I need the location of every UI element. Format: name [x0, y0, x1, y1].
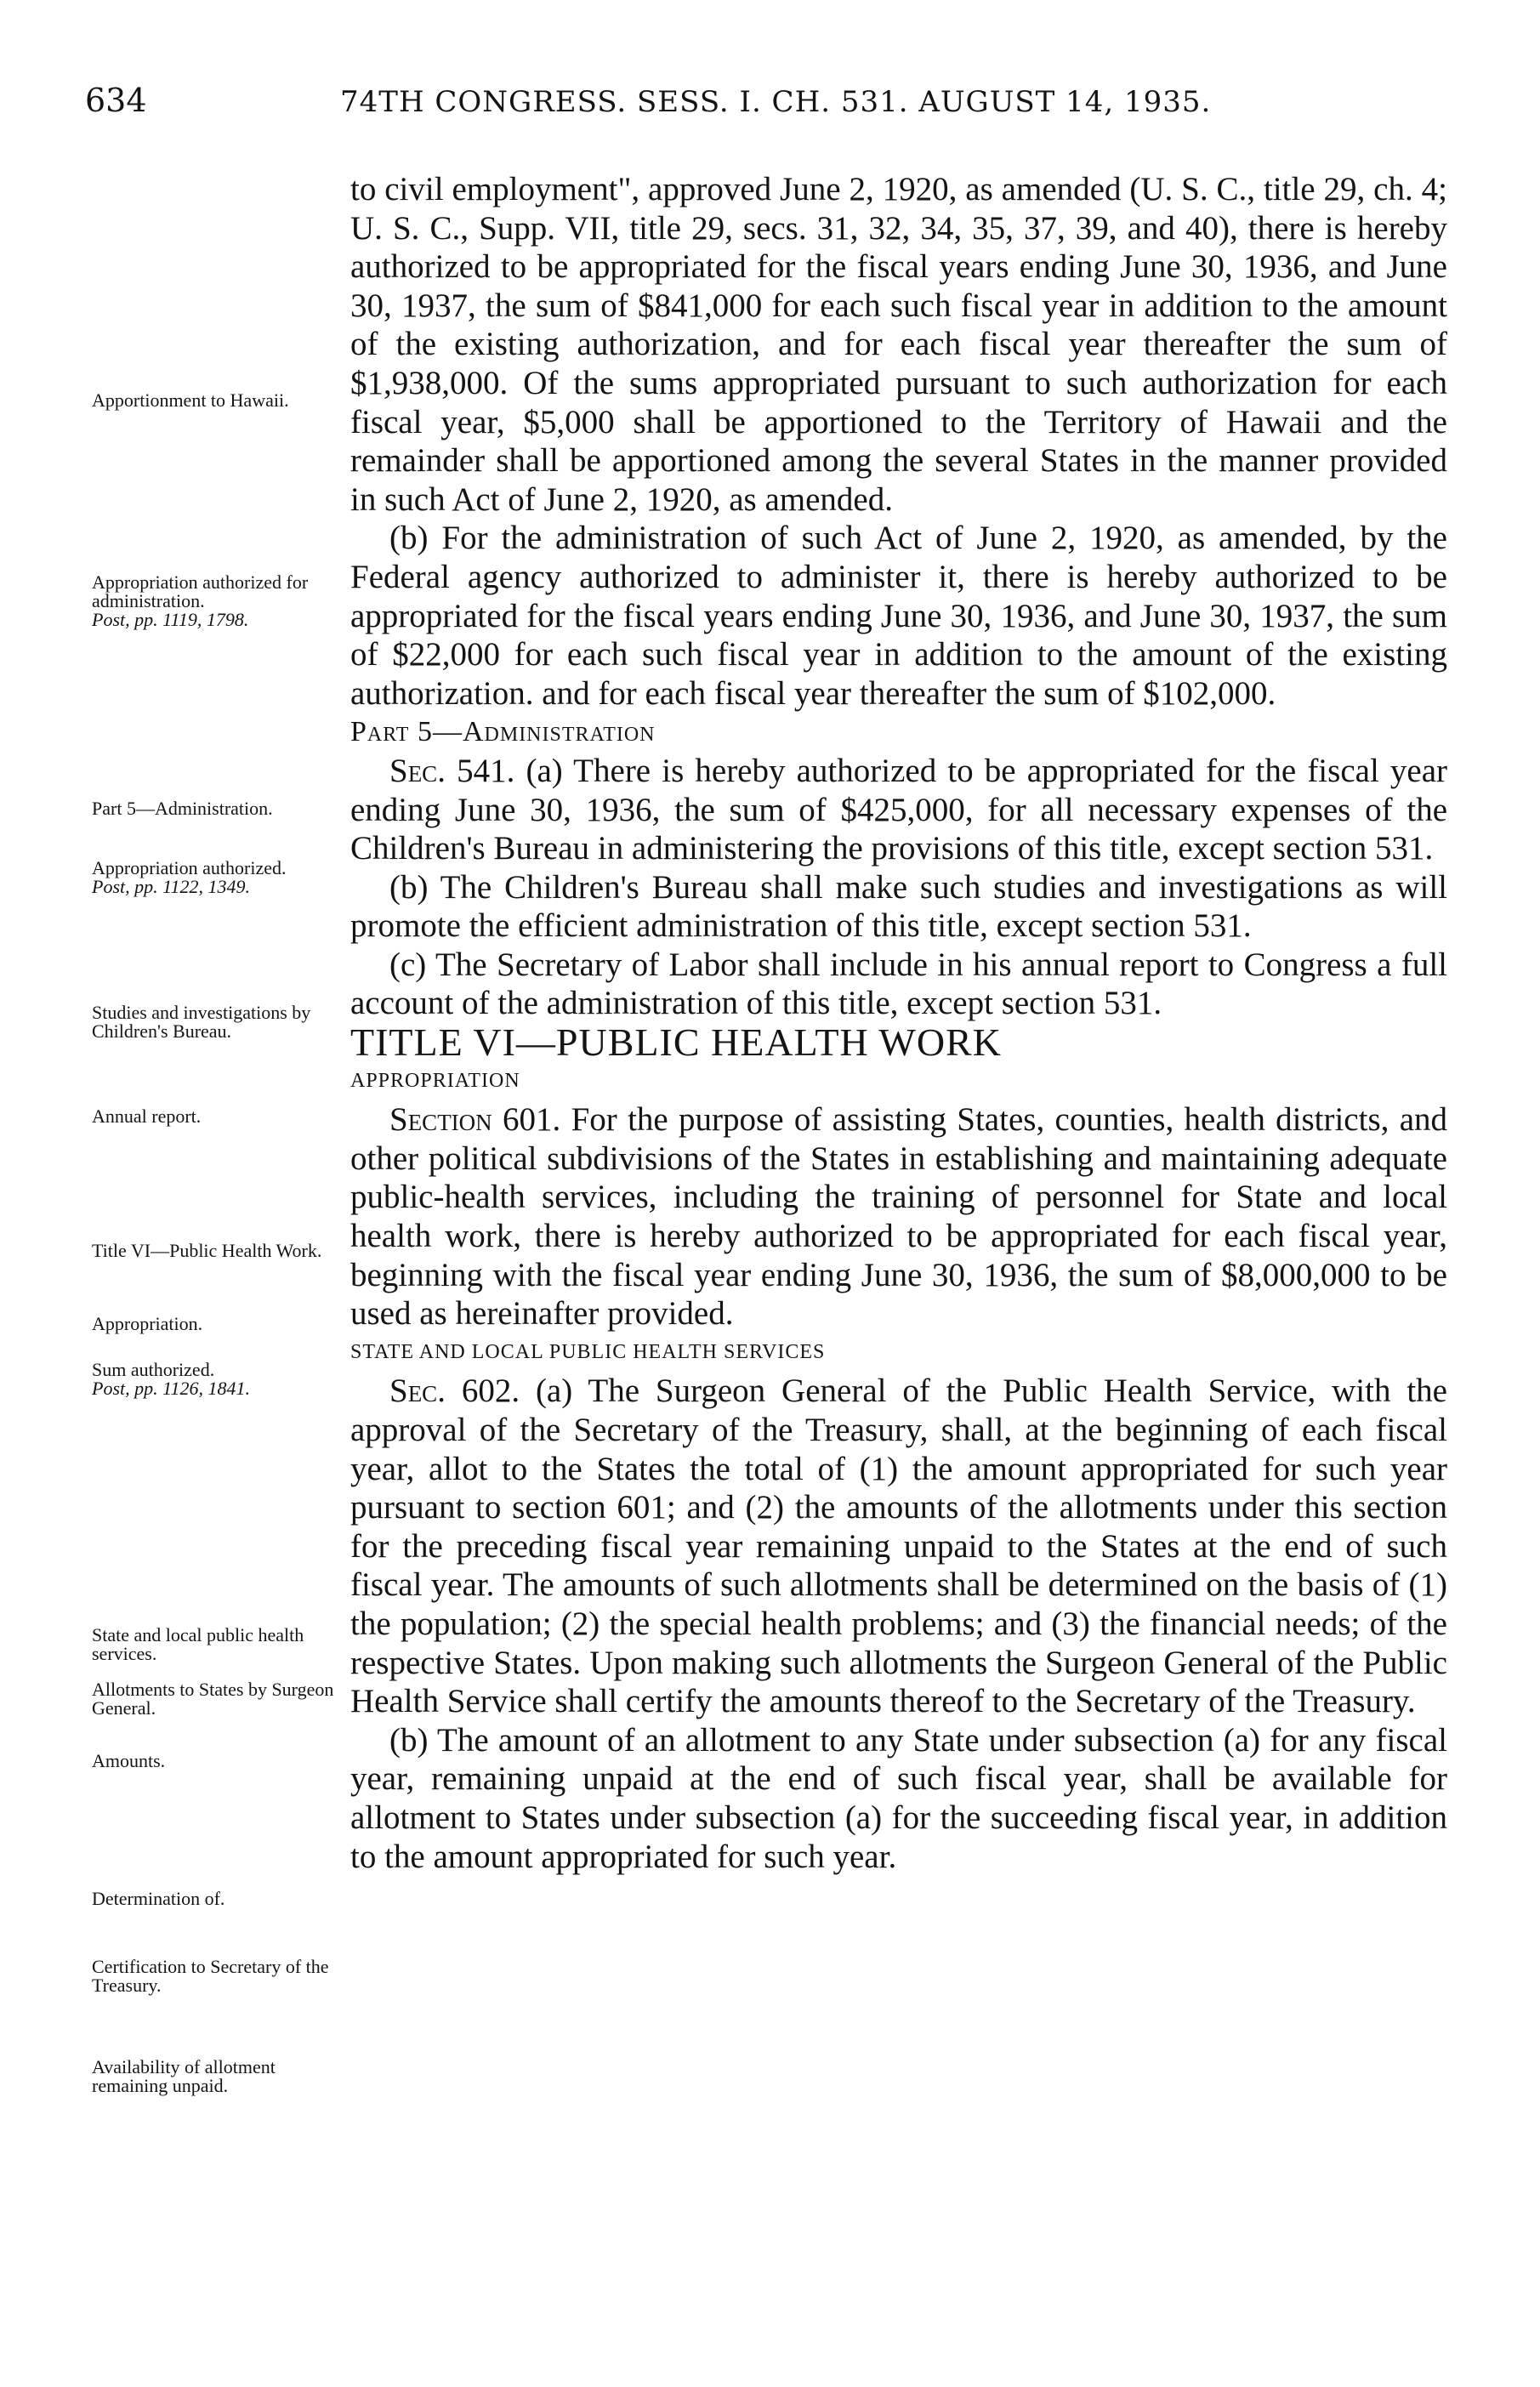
margin-note-state-local: State and local public health services.	[92, 1624, 304, 1664]
subheading-appropriation: APPROPRIATION	[350, 1069, 520, 1092]
margin-note-allotments: Allotments to States by Surgeon General.	[92, 1679, 334, 1719]
section-541-b: (b) The Children's Bureau shall make such studies and investigations as will promote the efficient administration of this title, except section 531.	[350, 868, 1447, 945]
section-label: Section	[389, 1101, 492, 1139]
paragraph: (b) For the administration of such Act of June 2, 1920, as amended, by the Federal agency authorized to administer it, there is hereby authorized to be appropriated for the fiscal years ending June 30, 1936, and June 30, 1937, the sum of $22,000 for each such fiscal year in addition to the amount of the existing authorization. and for each fiscal year thereafter the sum of $102,000.	[350, 520, 1447, 712]
section-text: 602. (a) The Surgeon General of the Public Health Service, with the approval of the Secretary of the Treasury, shall, at the beginning of each fiscal year, allot to the States the total of (1) the amount appropriated for such year pursuant to section 601; and (2) the amounts of the allotments under this section for the preceding fiscal year remaining unpaid to the States at the end of such fiscal year. The amounts of such allotments shall be determined on the basis of (1) the population; (2) the special health problems; and (3) the financial needs; of the respective States. Upon making such allotments the Surgeon General of the Public Health Service shall certify the amounts thereof to the Secretary of the Treasury.	[350, 1373, 1447, 1720]
paragraph: to civil employment", approved June 2, 1920, as amended (U. S. C., title 29, ch. 4; U. S. C., Supp. VII, title 29, secs. 31, 32, 34, 35, 37, 39, and 40), there is hereby authorized to be appropriated for the fiscal years ending June 30, 1936, and June 30, 1937, the sum of $841,000 for each such fiscal year in addition to the amount of the existing authorization, and for each fiscal year thereafter the sum of $1,938,000. Of the sums appropriated pursuant to such authorization for each fiscal year, $5,000 shall be apportioned to the Territory of Hawaii and the remainder shall be apportioned among the several States in the manner provided in such Act of June 2, 1920, as amended.	[350, 171, 1447, 518]
section-541-c: (c) The Secretary of Labor shall include in his annual report to Congress a full account of the administration of this title, except section 531.	[350, 946, 1447, 1022]
margin-note-reference: Post, pp. 1126, 1841.	[92, 1378, 250, 1399]
running-head: 74TH CONGRESS. SESS. I. CH. 531. AUGUST 14, 1935.	[340, 85, 1212, 119]
margin-note-studies: Studies and investigations by Children's Bureau.	[92, 1002, 311, 1042]
section-601	[350, 1100, 1447, 1333]
margin-note-reference: Post, pp. 1122, 1349.	[92, 876, 250, 897]
section-text: 601. For the purpose of assisting States, counties, health districts, and other political subdivisions of the States in establishing and maintaining adequate public-health services, including the training of personnel for State and local health work, there is hereby authorized to be appropriated for each fiscal year, beginning with the fiscal year ending June 30, 1936, the sum of $8,000,000 to be used as hereinafter provided.	[350, 1101, 1448, 1333]
title-heading: TITLE VI—PUBLIC HEALTH WORK	[350, 1020, 1002, 1065]
page-header	[85, 82, 1463, 133]
section-602-a	[350, 1372, 1447, 1720]
margin-note-appropriation-administration: Appropriation authorized for administration. Post, pp. 1119, 1798.	[92, 573, 338, 629]
page-number: 634	[85, 82, 147, 119]
margin-note-apportionment: Apportionment to Hawaii.	[92, 389, 289, 411]
margin-note-appropriation-authorized: Appropriation authorized. Post, pp. 1122, 1349.	[92, 859, 338, 896]
margin-note-title6: Title VI—Public Health Work.	[92, 1240, 322, 1261]
section-541-a	[350, 752, 1447, 868]
margin-note-availability: Availability of allotment remaining unpaid.	[92, 2056, 276, 2096]
margin-note-determination: Determination of.	[92, 1888, 225, 1909]
subheading-state-local: STATE AND LOCAL PUBLIC HEALTH SERVICES	[350, 1340, 826, 1363]
margin-note-certification: Certification to Secretary of the Treasury.	[92, 1956, 329, 1996]
section-602-b: (b) The amount of an allotment to any State under subsection (a) for any fiscal year, remaining unpaid at the end of such fiscal year, shall be available for allotment to States under subsection (a) for the succeeding fiscal year, in addition to the amount appropriated for such year.	[350, 1721, 1447, 1875]
margin-note-part5: Part 5—Administration.	[92, 798, 273, 819]
main-text-column	[350, 170, 1447, 1876]
section-label: Sec.	[389, 752, 446, 789]
section-label: Sec.	[389, 1373, 446, 1410]
margin-note-annual-report: Annual report.	[92, 1105, 202, 1127]
section-text: 541. (a) There is hereby authorized to be appropriated for the fiscal year ending June 30, 1936, the sum of $425,000, for all necessary expenses of the Children's Bureau in administering the provisions of this title, except section 531.	[350, 752, 1448, 867]
part-heading: Part 5—Administration	[350, 716, 656, 748]
margin-note-reference: Post, pp. 1119, 1798.	[92, 609, 249, 630]
margin-note-amounts: Amounts.	[92, 1750, 166, 1771]
margin-note-sum-authorized: Sum authorized. Post, pp. 1126, 1841.	[92, 1361, 338, 1398]
margin-note-appropriation: Appropriation.	[92, 1313, 203, 1334]
